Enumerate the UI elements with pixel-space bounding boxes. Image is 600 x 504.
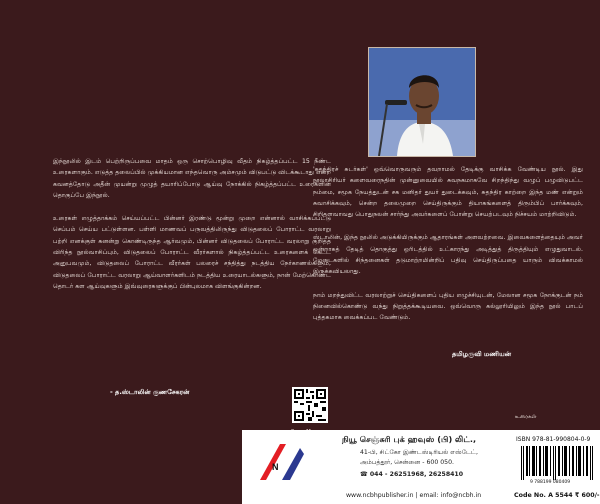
intro-paragraph-1: இந்நூலில் இடம் பெற்றிருப்பவை மாதம் ஒரு சொற்பொழிவு வீதம் நிகழ்த்தப்பட்ட 15 நீண்ட உரைகளாகும். எடுத்த தலைப்பில் முக்கியமான எந்தவொரு அம்சமும் விடுபட்டு விடக்கூடாது என்ற கவனத்தோடு அதீன் முயன்று முழுத் தயாரிப்போடு ஆய்வு நோக்கில் நிகழ்த்தப்பட்ட உரைகளின் தொகுப்பே இந்நூல். <box>53 158 331 199</box>
intro-column <box>53 156 331 304</box>
isbn-barcode <box>520 446 594 480</box>
reviewer-signature: தமிழருவி மணியன் <box>452 350 512 358</box>
genre-label: உரைகள் <box>515 414 537 420</box>
publisher-name: நியூ செஞ்சுரி புக் ஹவுஸ் (பி) லிட்., <box>342 434 477 444</box>
review-column <box>313 164 583 336</box>
author-photo <box>368 47 476 157</box>
publisher-logo <box>256 440 306 484</box>
isbn-label: ISBN 978-81-990804-0-9 <box>516 436 591 443</box>
publisher-address-line1: 41-பி, சிட்கோ இண்டஸ்டிரியல் எஸ்டேட், <box>360 449 478 456</box>
publisher-panel <box>242 430 600 504</box>
publisher-address-line2: அம்பத்தூர், சென்னை - 600 050. <box>360 459 454 466</box>
review-paragraph-3: நாம் மறந்துவிட்ட வரலாற்றுச் செய்திகளைப் புதிய எழுச்சியுடன், மேலான சமூக நோக்குடன் நம் நினைவில்கொண்டு வந்து நிறுத்தக்கூடியவை. ஒவ்வொரு கல்லூரியிலும் இந்த நூல் பாடப் புத்தகமாக வைக்கப்பட வேண்டும். <box>313 291 583 322</box>
svg-text:N: N <box>272 462 279 472</box>
intro-paragraph-2: உரைகள் எழுத்தாக்கம் செய்யப்பட்ட பின்னர் இரண்டு மூன்று முறை என்னால் வாசிக்கப்பட்டு செப்பம் செய்ய பட்டுள்ளன. பள்ளி மாணவப் பருவத்திலிருந்து விடுதலைப் போராட்ட வரலாறு பற்றி எனக்குள் கனன்று கொண்டிருந்த ஆர்வமும், பின்னர் விடுதலைப் போராட்ட வரலாறு குறித்த விரிந்த நூல்வாசிப்பும், விடுதலைப் போராட்ட வீரர்களால் நிகழ்த்தப்பட்ட உரைகளைக் கேட்ட அனுபவமும், விடுதலைப் போராட்ட வீரர்கள் பலரைச் சந்தித்து நடத்திய நேர்காணல்களும், விடுதலைப் போராட்ட வரலாறு ஆய்வாளர்களிடம் நடத்திய உரையாடல்களும், நான் மேற்கொண்ட தொடர் கள ஆய்வுகளும் இவ்வுரைகளுக்குப் பின்புலமாக விளங்குகின்றன. <box>53 215 331 290</box>
qr-code[interactable] <box>292 387 328 423</box>
author-signature: - த.ஸ்டாலின் குணசேகரன் <box>110 388 190 396</box>
review-paragraph-2: ஸ்டாலின், இந்த நூலில் அடுக்கியிருக்கும் ஆதாரங்கள் அளவற்றவை. இவைகளைத்தையும் அவர் ஒன்றாகத் தேடித் தொகுத்து ஒரிடத்தில் உட்காரந்து அடித்துத் திருத்தியும் எழுதுவாடல். மேடைகளில் சிந்தனைகள் தடுமாற்றமின்றிப் பதிவு செய்திருப்பதை யாரும் விவக்காமல் இருக்கவியலாது. <box>313 234 583 276</box>
publisher-web[interactable]: www.ncbhpublisher.in | email: info@ncbh.in <box>346 492 482 499</box>
publisher-phone: ☎ 044 - 26251968, 26258410 <box>360 471 464 478</box>
code-and-price: Code No. A 5544 ₹ 600/- <box>514 492 600 499</box>
isbn-digits: 9 788199 080409 <box>530 480 571 485</box>
review-paragraph-1: 'சுதந்திரச் சுடர்கள்' ஒவ்வொருவரும் தவறாமல் தேடிக்கு வாசிக்க வேண்டிய நூல். இது நூலாசிரியர் களைவரைநதின் முன்னுவையில் சுவநகமாகவே சிறந்திந்து வழுப் பழுவிடுபட்ட நம்மை, சமூக நேயத்துடன் சக மனிதர் துயர் துடைக்கவும், சுதந்திர காற்றை இந்த மண் என்றும் சுவாசிக்கவும், சென்ற தலைமுறை செய்திருக்கும் தியாகங்களைத் திரும்பிப் பார்க்கவும், சிறிதளவாவது பொதுநலன் சார்ந்து அவர்களைப் போன்று செயற்படவும் நிச்சயம் மாற்றிவிடும். <box>313 166 583 219</box>
